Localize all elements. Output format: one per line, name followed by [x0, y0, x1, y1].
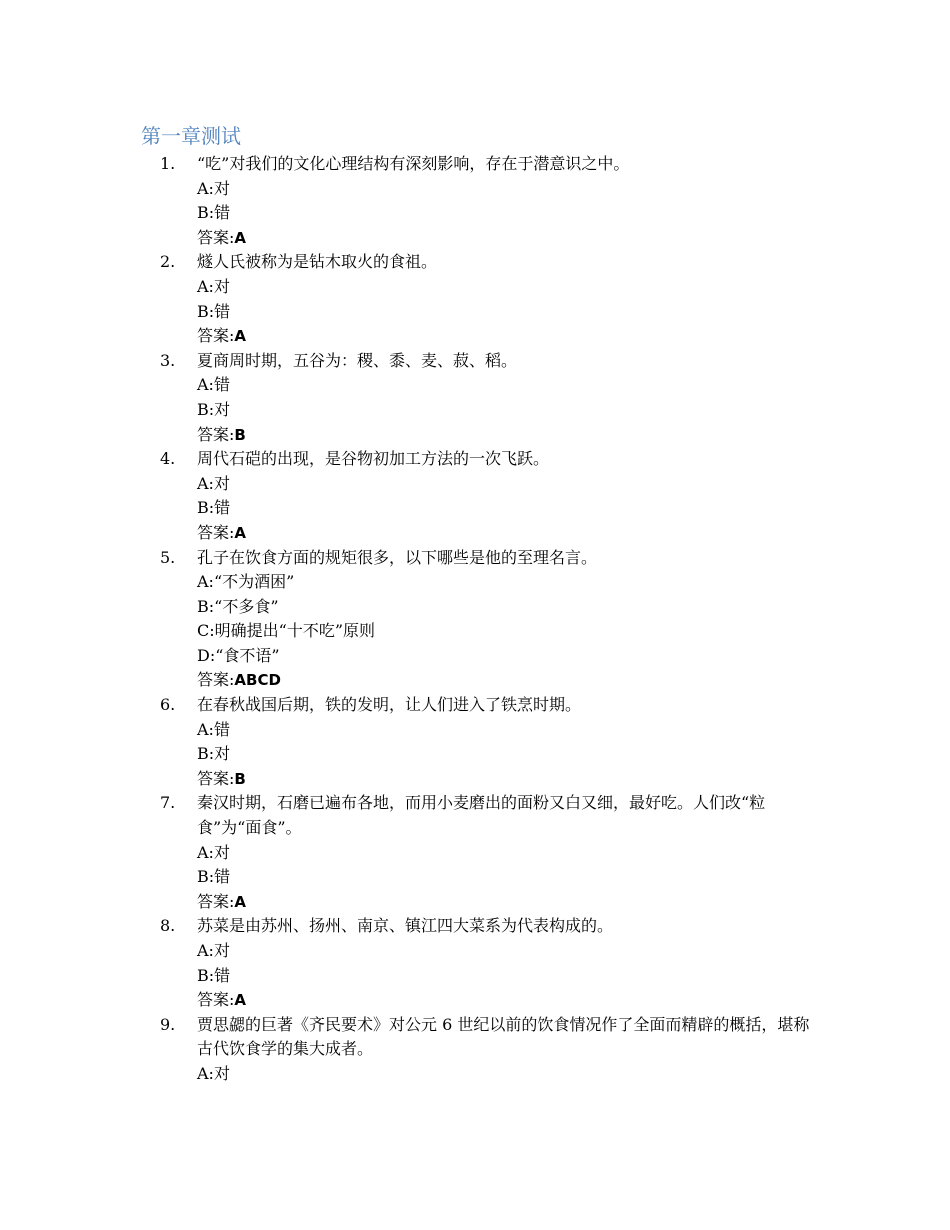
question-stem: 夏商周时期，五谷为：稷、黍、麦、菽、稻。	[197, 350, 518, 370]
question-number: 4.	[160, 449, 176, 469]
answer-line	[197, 767, 821, 792]
question-item	[141, 546, 821, 694]
question-item	[141, 693, 821, 791]
question-number: 8.	[160, 916, 176, 936]
answer-option: C:明确提出“十不吃”原则	[197, 621, 375, 641]
answer-line	[197, 423, 821, 448]
answer-value: B	[234, 769, 246, 788]
answer-label: 答案:	[197, 227, 235, 247]
answer-option: A:对	[197, 842, 230, 862]
question-stem: 在春秋战国后期，铁的发明，让人们进入了铁烹时期。	[197, 695, 582, 715]
chapter-title: 第一章测试	[141, 124, 241, 148]
question-number: 6.	[160, 695, 176, 715]
question-stem: 秦汉时期，石磨已遍布各地，而用小麦磨出的面粉又白又细，最好吃。人们改“粒食”为“面食”。	[197, 793, 766, 838]
answer-value: ABCD	[234, 671, 281, 690]
answer-line	[197, 668, 821, 693]
question-number: 7.	[160, 793, 176, 813]
question-item	[141, 914, 821, 1012]
answer-value: A	[234, 327, 247, 346]
answer-value: A	[234, 991, 247, 1010]
question-stem: 燧人氏被称为是钻木取火的食祖。	[197, 252, 438, 272]
answer-line	[197, 324, 821, 349]
answer-option: A:错	[197, 375, 230, 395]
answer-line	[197, 521, 821, 546]
answer-label: 答案:	[197, 326, 235, 346]
answer-option: B:错	[197, 498, 231, 518]
answer-option: A:对	[197, 941, 230, 960]
answer-value: B	[234, 425, 246, 444]
answer-option: A:“不为酒困”	[197, 572, 295, 592]
question-stem: “吃”对我们的文化心理结构有深刻影响，存在于潜意识之中。	[197, 154, 630, 173]
answer-label: 答案:	[197, 670, 235, 690]
answer-option: B:错	[197, 203, 231, 223]
question-number: 5.	[160, 547, 176, 567]
answer-label: 答案:	[197, 990, 235, 1010]
question-number: 1.	[160, 154, 176, 173]
question-item	[141, 1013, 821, 1087]
answer-option: B:错	[197, 867, 231, 887]
question-stem: 贾思勰的巨著《齐民要术》对公元 6 世纪以前的饮食情况作了全面而精辟的概括，堪称古代饮食学的集大成者。	[197, 1014, 810, 1059]
question-item	[141, 447, 821, 545]
answer-option: B:错	[197, 301, 231, 321]
question-number: 9.	[160, 1014, 176, 1034]
answer-option: D:“食不语”	[197, 645, 280, 665]
answer-option: A:对	[197, 1063, 230, 1083]
answer-option: B:“不多食”	[197, 596, 279, 616]
question-number: 3.	[160, 350, 176, 370]
question-item	[141, 791, 821, 914]
answer-option: B:对	[197, 399, 231, 419]
question-stem: 周代石硙的出现，是谷物初加工方法的一次飞跃。	[197, 449, 550, 469]
answer-value: A	[234, 228, 247, 247]
question-stem: 苏菜是由苏州、扬州、南京、镇江四大菜系为代表构成的。	[197, 916, 614, 936]
answer-line	[197, 890, 821, 915]
answer-value: A	[234, 892, 247, 911]
answer-label: 答案:	[197, 891, 235, 911]
question-item	[141, 152, 821, 250]
answer-label: 答案:	[197, 424, 235, 444]
answer-label: 答案:	[197, 522, 235, 542]
question-item	[141, 349, 821, 447]
answer-option: A:对	[197, 178, 230, 198]
answer-option: B:对	[197, 744, 231, 764]
answer-option: A:对	[197, 276, 230, 296]
answer-value: A	[234, 523, 247, 542]
question-list	[141, 152, 821, 1087]
answer-line	[197, 988, 821, 1013]
question-stem: 孔子在饮食方面的规矩很多，以下哪些是他的至理名言。	[197, 547, 598, 567]
answer-option: A:错	[197, 719, 230, 739]
question-number: 2.	[160, 252, 176, 272]
answer-option: B:错	[197, 965, 231, 985]
answer-label: 答案:	[197, 768, 235, 788]
answer-line	[197, 226, 821, 251]
question-item	[141, 250, 821, 348]
answer-option: A:对	[197, 473, 230, 493]
